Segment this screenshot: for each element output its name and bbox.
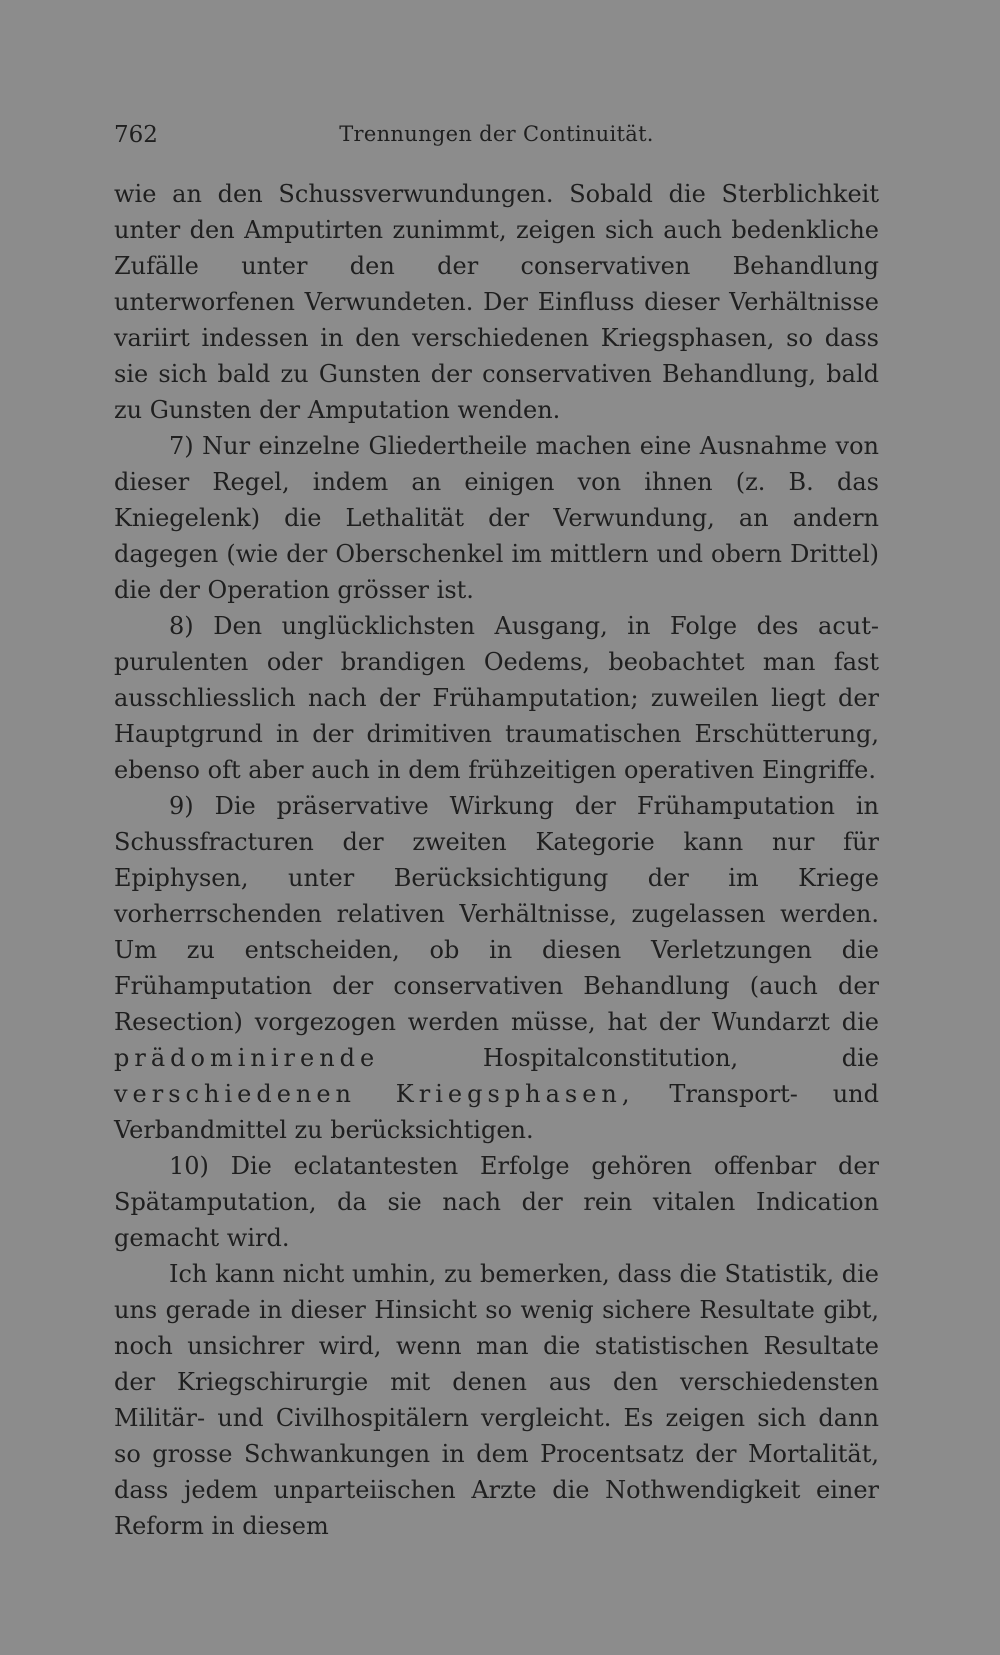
paragraph-9 bbox=[114, 788, 879, 1148]
paragraph-continuation: wie an den Schussverwundungen. Sobald die Sterblichkeit unter den Amputirten zunimmt, zeigen sich auch bedenkliche Zufälle unter den der conservativen Behandlung unterworfenen Verwundeten. Der Einfluss dieser Verhältnisse variirt indessen in den verschiedenen Kriegsphasen, so dass sie sich bald zu Gunsten der conservativen Behandlung, bald zu Gunsten der Amputation wenden. bbox=[114, 180, 879, 424]
paragraph-closing: Ich kann nicht umhin, zu bemerken, dass die Statistik, die uns gerade in dieser Hinsicht so wenig sichere Resultate gibt, noch unsichrer wird, wenn man die statistischen Resultate der Kriegschirurgie mit denen aus den verschiedensten Militär- und Civilhospitälern vergleicht. Es zeigen sich dann so grosse Schwankungen in dem Procentsatz der Mortalität, dass jedem unparteiischen Arzte die Nothwendigkeit einer Reform in diesem bbox=[114, 1260, 879, 1540]
paragraph-10: 10) Die eclatantesten Erfolge gehören offenbar der Spätamputation, da sie nach der rein vitalen Indication gemacht wird. bbox=[114, 1152, 879, 1252]
paragraph-7: 7) Nur einzelne Gliedertheile machen eine Ausnahme von dieser Regel, indem an einigen von ihnen (z. B. das Kniegelenk) die Lethalität der Verwundung, an andern dagegen (wie der Oberschenkel im mittlern und obern Drittel) die der Operation grösser ist. bbox=[114, 432, 879, 604]
paragraph-8: 8) Den unglücklichsten Ausgang, in Folge des acut-purulenten oder brandigen Oedems, beobachtet man fast ausschliesslich nach der Frühamputation; zuweilen liegt der Hauptgrund in der drimitiven traumatischen Erschütterung, ebenso oft aber auch in dem frühzeitigen operativen Eingriffe. bbox=[114, 612, 879, 784]
paragraph-9-part2: Hospitalconstitution, die bbox=[482, 1044, 879, 1072]
page-number: 762 bbox=[114, 122, 158, 148]
running-title: Trennungen der Continuität. bbox=[339, 122, 654, 146]
paragraph-9-part1: 9) Die präservative Wirkung der Frühamputation in Schussfracturen der zweiten Kategorie kann nur für Epiphysen, unter Berücksichtigung der im Kriege vorherrschenden relativen Verhältnisse, zugelassen werden. Um zu entscheiden, ob in diesen Verletzungen die Frühamputation der conservativen Behandlung (auch der Resection) vorgezogen werden müsse, hat der Wundarzt die bbox=[114, 792, 879, 1036]
page-header bbox=[114, 122, 879, 152]
paragraph-9-emphasis-2: verschiedenen Kriegsphasen, bbox=[114, 1080, 635, 1108]
paragraph-9-emphasis-1: prädominirende bbox=[114, 1044, 380, 1072]
paragraph-9-part3: Transport- und Verbandmittel zu berücksichtigen. bbox=[114, 1080, 879, 1144]
body-text bbox=[114, 176, 879, 1544]
